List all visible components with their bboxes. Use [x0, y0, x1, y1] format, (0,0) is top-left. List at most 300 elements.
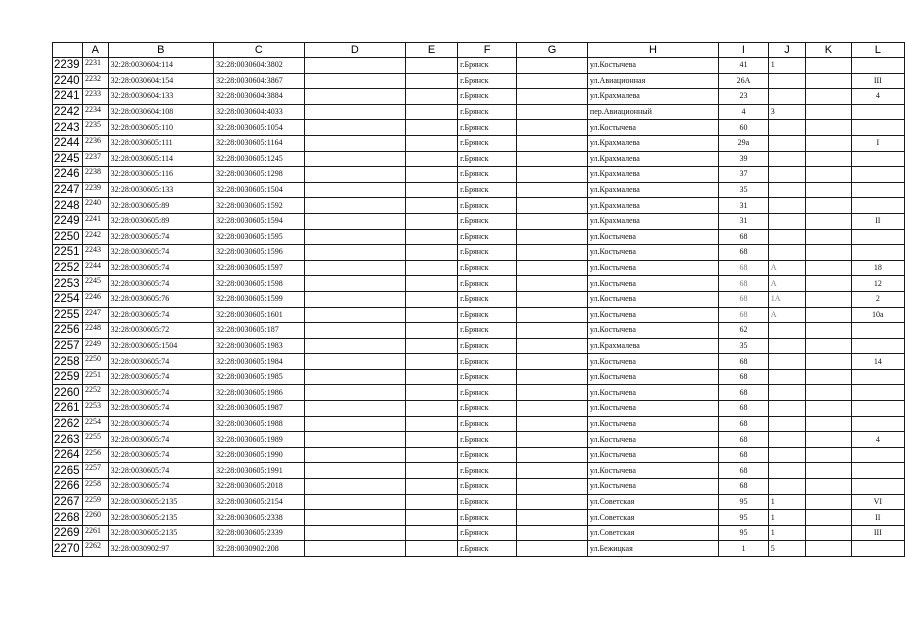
cell-g[interactable]	[517, 151, 588, 167]
cell-h[interactable]: ул.Костычева	[587, 245, 718, 261]
cell-f[interactable]: г.Брянск	[458, 541, 517, 557]
cell-e[interactable]	[406, 338, 458, 354]
cell-a[interactable]: 2257	[82, 463, 108, 479]
cell-k[interactable]	[806, 182, 852, 198]
row-number[interactable]: 2269	[53, 525, 83, 541]
cell-g[interactable]	[517, 58, 588, 74]
cell-i[interactable]: 26А	[719, 73, 769, 89]
cell-d[interactable]	[304, 151, 405, 167]
cell-e[interactable]	[406, 447, 458, 463]
cell-b[interactable]: 32:28:0030605:89	[108, 213, 213, 229]
cell-l[interactable]	[851, 167, 904, 183]
cell-g[interactable]	[517, 89, 588, 105]
cell-f[interactable]: г.Брянск	[458, 385, 517, 401]
cell-b[interactable]: 32:28:0030605:74	[108, 401, 213, 417]
cell-d[interactable]	[304, 447, 405, 463]
cell-b[interactable]: 32:28:0030605:116	[108, 167, 213, 183]
cell-i[interactable]: 23	[719, 89, 769, 105]
cell-d[interactable]	[304, 182, 405, 198]
cell-c[interactable]: 32:28:0030605:1987	[214, 401, 305, 417]
cell-a[interactable]: 2232	[82, 73, 108, 89]
cell-l[interactable]: III	[851, 73, 904, 89]
cell-h[interactable]: ул.Бежицкая	[587, 541, 718, 557]
row-number[interactable]: 2240	[53, 73, 83, 89]
cell-d[interactable]	[304, 213, 405, 229]
cell-a[interactable]: 2254	[82, 416, 108, 432]
cell-k[interactable]	[806, 338, 852, 354]
cell-c[interactable]: 32:28:0030605:1597	[214, 260, 305, 276]
cell-k[interactable]	[806, 463, 852, 479]
cell-e[interactable]	[406, 323, 458, 339]
cell-a[interactable]: 2236	[82, 135, 108, 151]
cell-g[interactable]	[517, 276, 588, 292]
cell-l[interactable]	[851, 416, 904, 432]
cell-c[interactable]: 32:28:0030605:1594	[214, 213, 305, 229]
cell-a[interactable]: 2252	[82, 385, 108, 401]
row-number[interactable]: 2246	[53, 167, 83, 183]
cell-g[interactable]	[517, 432, 588, 448]
cell-j[interactable]	[768, 89, 805, 105]
cell-f[interactable]: г.Брянск	[458, 89, 517, 105]
cell-a[interactable]: 2253	[82, 401, 108, 417]
cell-f[interactable]: г.Брянск	[458, 182, 517, 198]
column-header-i[interactable]: I	[719, 43, 769, 58]
cell-l[interactable]	[851, 338, 904, 354]
cell-c[interactable]: 32:28:0030605:1598	[214, 276, 305, 292]
row-number[interactable]: 2255	[53, 307, 83, 323]
cell-j[interactable]: 1	[768, 58, 805, 74]
row-number[interactable]: 2267	[53, 494, 83, 510]
cell-g[interactable]	[517, 245, 588, 261]
cell-g[interactable]	[517, 447, 588, 463]
cell-b[interactable]: 32:28:0030605:74	[108, 369, 213, 385]
row-number[interactable]: 2249	[53, 213, 83, 229]
cell-i[interactable]: 68	[719, 354, 769, 370]
cell-f[interactable]: г.Брянск	[458, 104, 517, 120]
cell-e[interactable]	[406, 245, 458, 261]
cell-k[interactable]	[806, 73, 852, 89]
cell-a[interactable]: 2248	[82, 323, 108, 339]
cell-i[interactable]: 68	[719, 276, 769, 292]
row-number[interactable]: 2254	[53, 291, 83, 307]
cell-f[interactable]: г.Брянск	[458, 479, 517, 495]
corner-cell[interactable]	[53, 43, 83, 58]
cell-c[interactable]: 32:28:0030605:2339	[214, 525, 305, 541]
row-number[interactable]: 2261	[53, 401, 83, 417]
cell-f[interactable]: г.Брянск	[458, 463, 517, 479]
cell-j[interactable]: 1А	[768, 291, 805, 307]
cell-j[interactable]: 1	[768, 525, 805, 541]
cell-f[interactable]: г.Брянск	[458, 58, 517, 74]
cell-a[interactable]: 2258	[82, 479, 108, 495]
cell-f[interactable]: г.Брянск	[458, 135, 517, 151]
row-number[interactable]: 2262	[53, 416, 83, 432]
cell-g[interactable]	[517, 307, 588, 323]
cell-c[interactable]: 32:28:0030605:1054	[214, 120, 305, 136]
cell-j[interactable]	[768, 182, 805, 198]
cell-l[interactable]: III	[851, 525, 904, 541]
cell-a[interactable]: 2238	[82, 167, 108, 183]
cell-i[interactable]: 31	[719, 213, 769, 229]
cell-k[interactable]	[806, 354, 852, 370]
cell-c[interactable]: 32:28:0030605:1988	[214, 416, 305, 432]
cell-c[interactable]: 32:28:0030605:1596	[214, 245, 305, 261]
cell-a[interactable]: 2231	[82, 58, 108, 74]
cell-k[interactable]	[806, 510, 852, 526]
cell-f[interactable]: г.Брянск	[458, 120, 517, 136]
cell-b[interactable]: 32:28:0030605:74	[108, 432, 213, 448]
cell-b[interactable]: 32:28:0030605:2135	[108, 525, 213, 541]
cell-c[interactable]: 32:28:0030604:3884	[214, 89, 305, 105]
cell-l[interactable]	[851, 229, 904, 245]
row-number[interactable]: 2263	[53, 432, 83, 448]
cell-f[interactable]: г.Брянск	[458, 213, 517, 229]
cell-i[interactable]: 95	[719, 525, 769, 541]
cell-h[interactable]: ул.Советская	[587, 525, 718, 541]
row-number[interactable]: 2270	[53, 541, 83, 557]
cell-h[interactable]: ул.Костычева	[587, 307, 718, 323]
cell-l[interactable]: 10а	[851, 307, 904, 323]
cell-i[interactable]: 68	[719, 432, 769, 448]
cell-c[interactable]: 32:28:0030605:1245	[214, 151, 305, 167]
cell-e[interactable]	[406, 369, 458, 385]
cell-i[interactable]: 68	[719, 260, 769, 276]
cell-c[interactable]: 32:28:0030604:3867	[214, 73, 305, 89]
cell-g[interactable]	[517, 229, 588, 245]
cell-l[interactable]: 18	[851, 260, 904, 276]
cell-f[interactable]: г.Брянск	[458, 494, 517, 510]
cell-c[interactable]: 32:28:0030605:1990	[214, 447, 305, 463]
cell-b[interactable]: 32:28:0030605:76	[108, 291, 213, 307]
cell-b[interactable]: 32:28:0030604:108	[108, 104, 213, 120]
cell-d[interactable]	[304, 89, 405, 105]
cell-h[interactable]: ул.Костычева	[587, 385, 718, 401]
row-number[interactable]: 2253	[53, 276, 83, 292]
cell-g[interactable]	[517, 541, 588, 557]
cell-i[interactable]: 68	[719, 385, 769, 401]
row-number[interactable]: 2265	[53, 463, 83, 479]
cell-j[interactable]	[768, 479, 805, 495]
cell-i[interactable]: 35	[719, 182, 769, 198]
cell-k[interactable]	[806, 385, 852, 401]
cell-b[interactable]: 32:28:0030605:74	[108, 416, 213, 432]
cell-a[interactable]: 2239	[82, 182, 108, 198]
cell-h[interactable]: ул.Костычева	[587, 58, 718, 74]
cell-b[interactable]: 32:28:0030605:111	[108, 135, 213, 151]
cell-i[interactable]: 68	[719, 479, 769, 495]
cell-i[interactable]: 68	[719, 245, 769, 261]
cell-a[interactable]: 2249	[82, 338, 108, 354]
cell-b[interactable]: 32:28:0030605:74	[108, 385, 213, 401]
cell-h[interactable]: пер.Авиационный	[587, 104, 718, 120]
cell-c[interactable]: 32:28:0030605:2018	[214, 479, 305, 495]
cell-h[interactable]: ул.Костычева	[587, 354, 718, 370]
cell-c[interactable]: 32:28:0030605:1985	[214, 369, 305, 385]
cell-e[interactable]	[406, 198, 458, 214]
cell-j[interactable]	[768, 323, 805, 339]
cell-h[interactable]: ул.Крахмалева	[587, 151, 718, 167]
cell-l[interactable]	[851, 447, 904, 463]
column-header-d[interactable]: D	[304, 43, 405, 58]
cell-b[interactable]: 32:28:0030605:2135	[108, 510, 213, 526]
cell-a[interactable]: 2233	[82, 89, 108, 105]
cell-f[interactable]: г.Брянск	[458, 151, 517, 167]
row-number[interactable]: 2264	[53, 447, 83, 463]
cell-c[interactable]: 32:28:0030605:1599	[214, 291, 305, 307]
cell-i[interactable]: 29а	[719, 135, 769, 151]
cell-l[interactable]	[851, 369, 904, 385]
column-header-e[interactable]: E	[406, 43, 458, 58]
cell-l[interactable]	[851, 198, 904, 214]
cell-e[interactable]	[406, 135, 458, 151]
cell-f[interactable]: г.Брянск	[458, 307, 517, 323]
cell-c[interactable]: 32:28:0030605:1595	[214, 229, 305, 245]
row-number[interactable]: 2266	[53, 479, 83, 495]
cell-i[interactable]: 62	[719, 323, 769, 339]
cell-l[interactable]: 4	[851, 89, 904, 105]
cell-e[interactable]	[406, 151, 458, 167]
cell-g[interactable]	[517, 135, 588, 151]
cell-j[interactable]	[768, 151, 805, 167]
cell-b[interactable]: 32:28:0030605:1504	[108, 338, 213, 354]
cell-e[interactable]	[406, 354, 458, 370]
cell-k[interactable]	[806, 369, 852, 385]
cell-k[interactable]	[806, 213, 852, 229]
cell-e[interactable]	[406, 494, 458, 510]
cell-l[interactable]	[851, 479, 904, 495]
cell-b[interactable]: 32:28:0030605:74	[108, 354, 213, 370]
cell-d[interactable]	[304, 198, 405, 214]
cell-d[interactable]	[304, 120, 405, 136]
cell-e[interactable]	[406, 58, 458, 74]
cell-c[interactable]: 32:28:0030605:1164	[214, 135, 305, 151]
cell-g[interactable]	[517, 260, 588, 276]
cell-b[interactable]: 32:28:0030604:114	[108, 58, 213, 74]
cell-b[interactable]: 32:28:0030605:74	[108, 479, 213, 495]
cell-c[interactable]: 32:28:0030605:2338	[214, 510, 305, 526]
cell-h[interactable]: ул.Крахмалева	[587, 135, 718, 151]
cell-h[interactable]: ул.Костычева	[587, 463, 718, 479]
cell-h[interactable]: ул.Крахмалева	[587, 213, 718, 229]
cell-c[interactable]: 32:28:0030605:2154	[214, 494, 305, 510]
cell-k[interactable]	[806, 260, 852, 276]
cell-g[interactable]	[517, 510, 588, 526]
cell-a[interactable]: 2235	[82, 120, 108, 136]
cell-i[interactable]: 60	[719, 120, 769, 136]
cell-d[interactable]	[304, 401, 405, 417]
row-number[interactable]: 2260	[53, 385, 83, 401]
cell-k[interactable]	[806, 58, 852, 74]
cell-c[interactable]: 32:28:0030605:1984	[214, 354, 305, 370]
cell-j[interactable]	[768, 416, 805, 432]
cell-f[interactable]: г.Брянск	[458, 354, 517, 370]
cell-a[interactable]: 2251	[82, 369, 108, 385]
cell-h[interactable]: ул.Костычева	[587, 120, 718, 136]
cell-h[interactable]: ул.Костычева	[587, 447, 718, 463]
cell-g[interactable]	[517, 401, 588, 417]
cell-k[interactable]	[806, 276, 852, 292]
cell-d[interactable]	[304, 479, 405, 495]
cell-k[interactable]	[806, 447, 852, 463]
cell-h[interactable]: ул.Костычева	[587, 276, 718, 292]
cell-f[interactable]: г.Брянск	[458, 167, 517, 183]
cell-d[interactable]	[304, 494, 405, 510]
cell-j[interactable]	[768, 73, 805, 89]
cell-c[interactable]: 32:28:0030604:3802	[214, 58, 305, 74]
cell-j[interactable]	[768, 338, 805, 354]
cell-g[interactable]	[517, 291, 588, 307]
cell-l[interactable]: VI	[851, 494, 904, 510]
cell-k[interactable]	[806, 229, 852, 245]
cell-k[interactable]	[806, 167, 852, 183]
cell-g[interactable]	[517, 73, 588, 89]
cell-a[interactable]: 2240	[82, 198, 108, 214]
cell-e[interactable]	[406, 291, 458, 307]
cell-c[interactable]: 32:28:0030605:1592	[214, 198, 305, 214]
cell-k[interactable]	[806, 525, 852, 541]
cell-l[interactable]: 4	[851, 432, 904, 448]
cell-g[interactable]	[517, 182, 588, 198]
cell-g[interactable]	[517, 385, 588, 401]
cell-d[interactable]	[304, 229, 405, 245]
cell-a[interactable]: 2256	[82, 447, 108, 463]
cell-a[interactable]: 2259	[82, 494, 108, 510]
cell-c[interactable]: 32:28:0030902:208	[214, 541, 305, 557]
cell-g[interactable]	[517, 494, 588, 510]
cell-i[interactable]: 68	[719, 229, 769, 245]
cell-l[interactable]: II	[851, 213, 904, 229]
cell-d[interactable]	[304, 541, 405, 557]
cell-f[interactable]: г.Брянск	[458, 369, 517, 385]
cell-e[interactable]	[406, 276, 458, 292]
cell-a[interactable]: 2260	[82, 510, 108, 526]
cell-l[interactable]	[851, 182, 904, 198]
cell-h[interactable]: ул.Костычева	[587, 479, 718, 495]
cell-k[interactable]	[806, 120, 852, 136]
cell-b[interactable]: 32:28:0030605:74	[108, 276, 213, 292]
cell-b[interactable]: 32:28:0030605:74	[108, 463, 213, 479]
cell-k[interactable]	[806, 416, 852, 432]
row-number[interactable]: 2259	[53, 369, 83, 385]
cell-j[interactable]	[768, 245, 805, 261]
cell-d[interactable]	[304, 354, 405, 370]
column-header-a[interactable]: A	[82, 43, 108, 58]
column-header-k[interactable]: K	[806, 43, 852, 58]
cell-l[interactable]: 12	[851, 276, 904, 292]
cell-e[interactable]	[406, 104, 458, 120]
cell-e[interactable]	[406, 510, 458, 526]
row-number[interactable]: 2257	[53, 338, 83, 354]
cell-b[interactable]: 32:28:0030605:74	[108, 307, 213, 323]
cell-d[interactable]	[304, 307, 405, 323]
cell-g[interactable]	[517, 104, 588, 120]
cell-a[interactable]: 2261	[82, 525, 108, 541]
cell-c[interactable]: 32:28:0030605:1601	[214, 307, 305, 323]
column-header-f[interactable]: F	[458, 43, 517, 58]
cell-j[interactable]: 5	[768, 541, 805, 557]
column-header-b[interactable]: B	[108, 43, 213, 58]
cell-d[interactable]	[304, 104, 405, 120]
cell-k[interactable]	[806, 104, 852, 120]
cell-b[interactable]: 32:28:0030605:74	[108, 245, 213, 261]
cell-j[interactable]	[768, 354, 805, 370]
cell-d[interactable]	[304, 73, 405, 89]
cell-d[interactable]	[304, 167, 405, 183]
cell-j[interactable]: 1	[768, 494, 805, 510]
cell-l[interactable]	[851, 541, 904, 557]
cell-c[interactable]: 32:28:0030605:1298	[214, 167, 305, 183]
cell-k[interactable]	[806, 291, 852, 307]
cell-j[interactable]	[768, 463, 805, 479]
cell-j[interactable]: А	[768, 307, 805, 323]
cell-i[interactable]: 35	[719, 338, 769, 354]
cell-f[interactable]: г.Брянск	[458, 432, 517, 448]
cell-d[interactable]	[304, 260, 405, 276]
cell-i[interactable]: 4	[719, 104, 769, 120]
cell-a[interactable]: 2244	[82, 260, 108, 276]
cell-e[interactable]	[406, 89, 458, 105]
cell-e[interactable]	[406, 182, 458, 198]
row-number[interactable]: 2252	[53, 260, 83, 276]
cell-c[interactable]: 32:28:0030605:1991	[214, 463, 305, 479]
cell-h[interactable]: ул.Костычева	[587, 369, 718, 385]
cell-d[interactable]	[304, 135, 405, 151]
cell-b[interactable]: 32:28:0030605:74	[108, 260, 213, 276]
cell-g[interactable]	[517, 463, 588, 479]
row-number[interactable]: 2244	[53, 135, 83, 151]
cell-b[interactable]: 32:28:0030604:133	[108, 89, 213, 105]
cell-c[interactable]: 32:28:0030605:1504	[214, 182, 305, 198]
cell-i[interactable]: 68	[719, 463, 769, 479]
cell-h[interactable]: ул.Костычева	[587, 416, 718, 432]
cell-g[interactable]	[517, 198, 588, 214]
cell-b[interactable]: 32:28:0030605:72	[108, 323, 213, 339]
cell-c[interactable]: 32:28:0030605:1983	[214, 338, 305, 354]
cell-b[interactable]: 32:28:0030605:110	[108, 120, 213, 136]
row-number[interactable]: 2256	[53, 323, 83, 339]
cell-b[interactable]: 32:28:0030605:2135	[108, 494, 213, 510]
cell-k[interactable]	[806, 135, 852, 151]
cell-d[interactable]	[304, 385, 405, 401]
cell-h[interactable]: ул.Крахмалева	[587, 167, 718, 183]
cell-i[interactable]: 68	[719, 291, 769, 307]
cell-j[interactable]	[768, 369, 805, 385]
cell-e[interactable]	[406, 432, 458, 448]
cell-h[interactable]: ул.Костычева	[587, 229, 718, 245]
cell-f[interactable]: г.Брянск	[458, 525, 517, 541]
cell-c[interactable]: 32:28:0030605:1986	[214, 385, 305, 401]
cell-h[interactable]: ул.Костычева	[587, 260, 718, 276]
cell-f[interactable]: г.Брянск	[458, 510, 517, 526]
cell-l[interactable]	[851, 401, 904, 417]
column-header-g[interactable]: G	[517, 43, 588, 58]
cell-e[interactable]	[406, 73, 458, 89]
cell-l[interactable]	[851, 120, 904, 136]
cell-h[interactable]: ул.Советская	[587, 494, 718, 510]
cell-h[interactable]: ул.Костычева	[587, 401, 718, 417]
cell-g[interactable]	[517, 354, 588, 370]
cell-h[interactable]: ул.Советская	[587, 510, 718, 526]
cell-b[interactable]: 32:28:0030605:114	[108, 151, 213, 167]
cell-i[interactable]: 41	[719, 58, 769, 74]
cell-d[interactable]	[304, 276, 405, 292]
cell-k[interactable]	[806, 541, 852, 557]
cell-a[interactable]: 2237	[82, 151, 108, 167]
cell-h[interactable]: ул.Крахмалева	[587, 182, 718, 198]
cell-f[interactable]: г.Брянск	[458, 276, 517, 292]
cell-c[interactable]: 32:28:0030604:4033	[214, 104, 305, 120]
cell-e[interactable]	[406, 416, 458, 432]
